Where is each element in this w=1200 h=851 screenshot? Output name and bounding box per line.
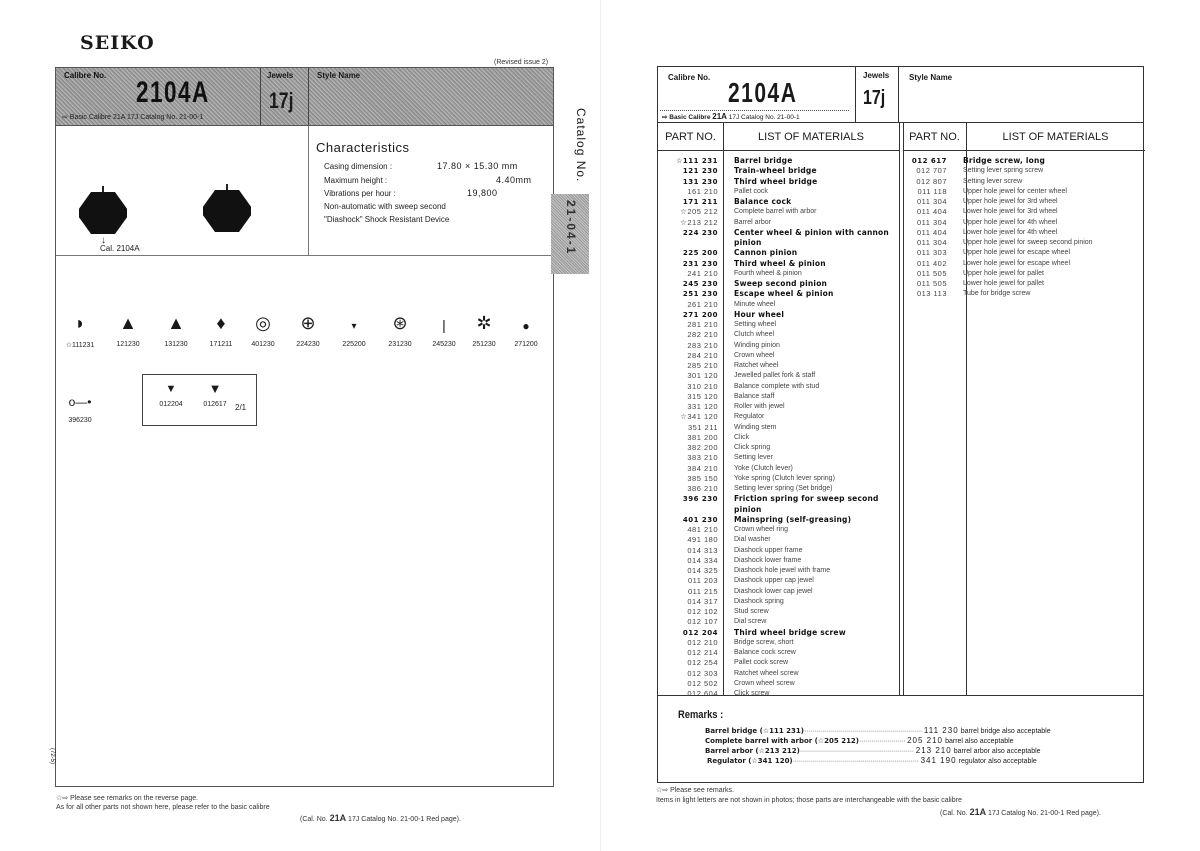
part-number: 011 404 xyxy=(916,227,947,237)
part-number: 171 211 xyxy=(682,198,718,206)
parts-photo-row xyxy=(56,304,553,374)
part-row xyxy=(646,156,889,166)
part-row xyxy=(646,453,889,463)
part-name: Balance cock screw xyxy=(734,649,796,656)
part-photo: ⊛ 231230 xyxy=(380,304,420,348)
part-number: 012 107 xyxy=(687,617,718,627)
part-number: 011 505 xyxy=(916,268,947,278)
part-number: 301 120 xyxy=(687,371,718,381)
part-row xyxy=(646,269,889,279)
part-name: Yoke spring (Clutch lever spring) xyxy=(734,474,835,482)
part-photo: ✲ 251230 xyxy=(464,304,504,348)
part-name: Stud screw xyxy=(734,608,769,615)
part-name: Tube for bridge screw xyxy=(963,290,1031,298)
part-number: 401 230 xyxy=(682,515,718,524)
part-name: Click screw xyxy=(734,690,770,697)
part-name: Jewelled pallet fork & staff xyxy=(734,372,816,380)
part-name: Upper hole jewel for sweep second pinion xyxy=(963,239,1093,246)
part-name: Lower hole jewel for 4th wheel xyxy=(963,228,1058,236)
jewels-count: 17j xyxy=(269,88,294,113)
part-name: Diashock lower frame xyxy=(734,556,802,564)
part-name: Third wheel & pinion xyxy=(734,258,826,268)
part-number: 014 313 xyxy=(687,545,718,555)
char-value: 17.80 × 15.30 mm xyxy=(437,161,518,171)
part-name: Setting wheel xyxy=(734,321,777,328)
part-name: Barrel bridge xyxy=(734,156,793,165)
part-row xyxy=(646,494,889,504)
part-row xyxy=(646,248,889,258)
part-number: ☆213 212 xyxy=(680,217,718,227)
part-number xyxy=(646,505,722,515)
part-name: Third wheel bridge xyxy=(734,176,818,186)
movement-photos xyxy=(56,126,309,256)
part-name: Ratchet wheel screw xyxy=(734,669,799,677)
part-number xyxy=(646,238,722,248)
part-row xyxy=(646,669,889,679)
char-label: "Diashock" Shock Resistant Device xyxy=(324,215,450,224)
part-number: 012 210 xyxy=(687,637,718,647)
part-number: 351 211 xyxy=(687,422,718,432)
part-name: Dial washer xyxy=(734,536,771,544)
part-name: Winding pinion xyxy=(734,341,780,349)
part-number: 281 210 xyxy=(687,320,718,329)
part-row xyxy=(646,197,889,207)
part-row xyxy=(891,177,1093,187)
part-name: Winding stem xyxy=(734,423,777,431)
calibre-cell xyxy=(658,67,856,122)
part-row xyxy=(646,525,889,535)
arrow-down-icon: ↓ xyxy=(101,235,106,246)
part-photo: ▼ 012617 xyxy=(195,377,235,408)
part-name: Setting lever spring (Set bridge) xyxy=(734,485,833,492)
part-name: Crown wheel screw xyxy=(734,679,795,687)
characteristics-panel xyxy=(309,126,553,256)
part-row xyxy=(646,412,889,422)
part-number: 012 102 xyxy=(687,607,718,616)
sweep-second-pinion-icon: | xyxy=(442,317,446,333)
part-number: 011 304 xyxy=(916,238,947,247)
basic-calibre-ref: ⇨ Basic Calibre 21A 17J Catalog No. 21-00-1 xyxy=(62,114,204,121)
part-number: 011 304 xyxy=(916,197,947,206)
part-name: Balance complete with stud xyxy=(734,382,820,390)
calibre-number: 2104A xyxy=(728,77,798,108)
part-number: 491 180 xyxy=(687,535,718,545)
part-row xyxy=(646,382,889,392)
part-row xyxy=(891,248,1093,258)
jewels-label: Jewels xyxy=(267,71,294,80)
third-wheel-bridge-icon: ▲ xyxy=(167,313,185,333)
part-row xyxy=(646,576,889,586)
part-name: Lower hole jewel for 3rd wheel xyxy=(963,208,1058,216)
char-value: 19,800 xyxy=(467,188,498,198)
jewels-cell xyxy=(856,67,899,122)
part-number: 012 303 xyxy=(687,668,718,678)
part-name: Fourth wheel & pinion xyxy=(734,269,802,277)
part-photo: | 245230 xyxy=(424,304,464,348)
part-row xyxy=(646,177,889,187)
part-row xyxy=(646,341,889,351)
part-number: 011 505 xyxy=(916,279,947,288)
part-row xyxy=(646,638,889,648)
part-name: Diashock upper cap jewel xyxy=(734,577,814,585)
part-row xyxy=(646,423,889,433)
part-number: 011 215 xyxy=(687,586,718,596)
part-number: 011 404 xyxy=(916,207,947,217)
part-name: Train-wheel bridge xyxy=(734,166,817,176)
part-name: Sweep second pinion xyxy=(734,279,828,288)
part-row xyxy=(646,617,889,627)
part-row xyxy=(646,433,889,443)
hour-wheel-icon: ● xyxy=(522,319,530,333)
part-row xyxy=(891,238,1093,248)
part-number: 381 200 xyxy=(687,432,718,442)
part-name: Pallet cock xyxy=(734,187,768,195)
part-row xyxy=(646,207,889,217)
part-name: Crown wheel xyxy=(734,351,775,359)
part-name: Setting lever xyxy=(734,454,773,462)
part-row xyxy=(646,566,889,576)
part-row xyxy=(646,505,889,515)
part-number: 121 230 xyxy=(682,167,718,176)
part-number: 011 303 xyxy=(916,248,947,258)
char-label: Vibrations per hour : xyxy=(324,189,396,198)
part-name: Bridge screw, long xyxy=(963,156,1046,165)
part-name: Balance cock xyxy=(734,197,792,206)
screw-parts-box xyxy=(142,374,257,426)
part-photo: ▾ 225200 xyxy=(334,304,374,348)
part-number: 231 230 xyxy=(682,259,718,268)
part-row xyxy=(646,279,889,289)
part-number: 131 230 xyxy=(682,177,718,186)
remark-row: Complete barrel with arbor (☆205 212)······················· 205 210 barrel also acceptable xyxy=(705,736,1014,745)
brand-logo: SEIKO xyxy=(80,32,155,54)
calibre-number: 2104A xyxy=(136,76,210,109)
part-number: 282 210 xyxy=(687,330,718,340)
part-name: Center wheel & pinion with cannon xyxy=(734,227,889,237)
part-number: 310 210 xyxy=(687,381,718,391)
part-name: Lower hole jewel for escape wheel xyxy=(963,259,1071,267)
part-name: Third wheel bridge screw xyxy=(734,627,846,637)
part-row xyxy=(646,587,889,597)
remarks-title: Remarks : xyxy=(678,709,724,721)
part-number: 014 325 xyxy=(687,566,718,575)
part-row xyxy=(646,402,889,412)
part-number: 225 200 xyxy=(682,249,718,258)
part-row xyxy=(646,228,889,238)
part-photo: ⊕ 224230 xyxy=(288,304,328,348)
part-row xyxy=(891,156,1093,166)
part-row xyxy=(646,361,889,371)
part-number: 271 200 xyxy=(682,310,718,319)
part-row xyxy=(646,443,889,453)
footer-basic-note: As for all other parts not shown here, please refer to the basic calibre xyxy=(56,804,270,811)
part-name: Bridge screw, short xyxy=(734,638,794,646)
part-number: ☆111 231 xyxy=(676,157,718,165)
parts-list-right xyxy=(891,156,1093,300)
part-name: Friction spring for sweep second xyxy=(734,494,879,504)
part-number: 385 150 xyxy=(687,473,718,483)
calibre-label: Calibre No. xyxy=(64,71,107,80)
cannon-pinion-icon: ▾ xyxy=(351,321,357,332)
part-name: Lower hole jewel for pallet xyxy=(963,280,1044,287)
part-name: Minute wheel xyxy=(734,300,776,308)
movement-dial-side-image xyxy=(79,192,127,234)
part-number: 383 210 xyxy=(687,453,718,463)
part-number: 014 334 xyxy=(687,555,718,565)
part-name: Ratchet wheel xyxy=(734,362,779,369)
part-photo: ◎ 401230 xyxy=(243,304,283,348)
part-row xyxy=(891,269,1093,279)
revised-note: (Revised issue 2) xyxy=(494,59,549,66)
part-name: Upper hole jewel for escape wheel xyxy=(963,249,1071,257)
part-row xyxy=(646,464,889,474)
part-name: Dial screw xyxy=(734,618,767,626)
part-number: 013 113 xyxy=(916,289,947,299)
part-row xyxy=(891,279,1093,289)
calibre-header xyxy=(56,68,553,126)
part-photo: o—• 396230 xyxy=(60,380,100,424)
part-number: 251 230 xyxy=(682,290,718,299)
part-name: Roller with jewel xyxy=(734,403,785,410)
part-row xyxy=(891,166,1093,176)
barrel-bridge-icon: ◗ xyxy=(74,313,86,333)
balance-cock-icon: ♦ xyxy=(216,313,226,333)
part-row xyxy=(891,289,1093,299)
part-number: ☆205 212 xyxy=(680,207,718,217)
center-wheel-icon: ⊕ xyxy=(300,313,316,333)
part-row xyxy=(646,607,889,617)
part-row xyxy=(646,351,889,361)
part-number: 012 807 xyxy=(916,176,947,186)
part-row xyxy=(646,392,889,402)
jewels-label: Jewels xyxy=(863,71,890,80)
part-row xyxy=(646,535,889,545)
materials-sheet xyxy=(657,66,1144,783)
part-row xyxy=(891,197,1093,207)
part-name: Balance staff xyxy=(734,392,775,400)
part-number: 012 254 xyxy=(687,658,718,668)
part-number: 261 210 xyxy=(687,299,718,309)
dotted-divider xyxy=(660,110,849,111)
style-name-cell xyxy=(309,68,553,125)
part-photo: ● 271200 xyxy=(506,304,546,348)
part-number: 011 402 xyxy=(916,258,947,268)
part-number: 011 304 xyxy=(916,217,947,227)
part-row xyxy=(646,515,889,525)
column-header-part-no: PART NO. xyxy=(658,123,723,151)
part-row xyxy=(646,658,889,668)
part-name: Upper hole jewel for 4th wheel xyxy=(963,218,1058,226)
part-photo: ♦ 171211 xyxy=(201,304,241,348)
remarks-section xyxy=(658,695,1143,784)
parts-list-left xyxy=(646,156,889,699)
char-label: Maximum height : xyxy=(324,176,388,185)
part-row xyxy=(646,218,889,228)
part-row xyxy=(646,648,889,658)
page-side-note: (72-5) xyxy=(49,748,55,765)
part-photo: ▲ 131230 xyxy=(156,304,196,348)
part-number: 224 230 xyxy=(682,228,718,237)
part-row xyxy=(646,310,889,320)
jewels-count: 17j xyxy=(863,87,886,109)
jewels-cell xyxy=(261,68,309,125)
part-number: 014 317 xyxy=(687,596,718,606)
part-name: Diashock lower cap jewel xyxy=(734,587,813,595)
calibre-label: Calibre No. xyxy=(668,73,711,82)
part-name: Hour wheel xyxy=(734,309,785,319)
part-name: Escape wheel & pinion xyxy=(734,289,834,299)
third-wheel-icon: ⊛ xyxy=(392,313,408,333)
part-photo: ◗ ☆111231 xyxy=(60,304,100,349)
style-name-label: Style Name xyxy=(909,73,953,82)
right-page xyxy=(600,0,1200,851)
part-row xyxy=(891,218,1093,228)
part-number: 481 210 xyxy=(687,525,718,534)
footer-light-letters-note: Items in light letters are not shown in photos; those parts are interchangeable with the basic calibre xyxy=(656,797,962,804)
column-header-materials: LIST OF MATERIALS xyxy=(966,123,1145,151)
remark-row: Barrel arbor (☆213 212)························································· 213 210 barrel arbor also acceptable xyxy=(705,746,1041,755)
part-row xyxy=(646,371,889,381)
part-number: 011 118 xyxy=(917,186,947,196)
part-row xyxy=(646,300,889,310)
part-name: Click spring xyxy=(734,444,771,451)
part-name: Setting lever screw xyxy=(963,177,1023,185)
part-row xyxy=(646,628,889,638)
part-photo: ▲ 121230 xyxy=(108,304,148,348)
footer-basic-ref: (Cal. No. 21A 17J Catalog No. 21-00-1 Red page). xyxy=(940,807,1101,817)
part-number: 382 200 xyxy=(687,443,718,452)
part-name: Complete barrel with arbor xyxy=(734,208,817,216)
part-name: Crown wheel ring xyxy=(734,526,789,533)
screw-icon: ▼ xyxy=(165,383,177,395)
part-row xyxy=(646,679,889,689)
characteristics-title: Characteristics xyxy=(316,140,410,155)
catalog-number-tab xyxy=(551,194,589,274)
part-row xyxy=(646,546,889,556)
part-number: 396 230 xyxy=(682,495,718,504)
part-name: Pallet cock screw xyxy=(734,659,789,667)
part-name: Setting lever spring screw xyxy=(963,167,1044,175)
part-row xyxy=(646,330,889,340)
part-name: Cannon pinion xyxy=(734,248,798,258)
part-row xyxy=(646,166,889,176)
part-name: Upper hole jewel for pallet xyxy=(963,269,1044,277)
part-name: pinion xyxy=(734,504,762,514)
part-row xyxy=(646,289,889,299)
part-number: 012 617 xyxy=(911,157,947,165)
escape-wheel-icon: ✲ xyxy=(476,313,492,333)
part-number: 283 210 xyxy=(687,340,718,350)
part-number: 012 214 xyxy=(687,648,718,657)
part-number: 315 120 xyxy=(687,391,718,401)
part-photo: ▼ 012204 xyxy=(151,377,191,408)
part-name: Diashock hole jewel with frame xyxy=(734,567,831,574)
part-name: pinion xyxy=(734,238,762,247)
basic-calibre-ref: ⇨ Basic Calibre 21A 17J Catalog No. 21-00-1 xyxy=(662,112,800,121)
part-row xyxy=(646,320,889,330)
calibre-sheet xyxy=(55,67,554,787)
catalog-number: 21-04-1 xyxy=(564,200,578,256)
part-number: 161 210 xyxy=(687,186,718,196)
char-value: 4.40mm xyxy=(496,175,532,185)
footer-basic-ref: (Cal. No. 21A 17J Catalog No. 21-00-1 Red page). xyxy=(300,813,461,823)
part-name: Yoke (Clutch lever) xyxy=(734,464,793,472)
remark-row: Regulator (☆341 120)······························································· 341 190 regulator also acceptable xyxy=(707,756,1037,765)
part-number: 331 120 xyxy=(687,402,718,411)
footer-remark-note: ☆⇨ Please see remarks on the reverse page. xyxy=(56,795,199,802)
photo-caption: Cal. 2104A xyxy=(100,244,140,253)
catalog-tab-label: Catalog No. xyxy=(574,108,588,183)
part-number: ☆341 120 xyxy=(680,412,718,422)
part-number: 012 604 xyxy=(687,689,718,698)
part-row xyxy=(646,238,889,248)
part-name: Regulator xyxy=(734,413,765,421)
part-number: 384 210 xyxy=(687,463,718,473)
footer-remark-note: ☆⇨ Please see remarks. xyxy=(656,787,734,794)
friction-spring-icon: o—• xyxy=(68,395,92,409)
part-name: Barrel arbor xyxy=(734,218,771,226)
part-row xyxy=(646,484,889,494)
movement-back-side-image xyxy=(203,190,251,232)
char-label: Casing dimension : xyxy=(324,162,393,171)
part-number: 284 210 xyxy=(687,350,718,360)
part-row xyxy=(891,228,1093,238)
train-wheel-bridge-icon: ▲ xyxy=(119,313,137,333)
part-number: 012 707 xyxy=(916,166,947,176)
part-row xyxy=(646,597,889,607)
part-name: Mainspring (self-greasing) xyxy=(734,514,852,524)
remark-row: Barrel bridge (☆111 231)··························································· 111 230 barrel bridge also acceptable xyxy=(705,726,1051,735)
part-number: 011 203 xyxy=(687,576,718,586)
part-row xyxy=(646,187,889,197)
part-number: 241 210 xyxy=(687,268,718,278)
screw-icon: ▼ xyxy=(208,381,222,396)
part-row xyxy=(891,207,1093,217)
part-number: 386 210 xyxy=(687,484,718,493)
style-name-label: Style Name xyxy=(317,71,361,80)
part-row xyxy=(646,474,889,484)
part-number: 285 210 xyxy=(687,361,718,370)
char-label: Non-automatic with sweep second xyxy=(324,202,446,211)
part-name: Upper hole jewel for 3rd wheel xyxy=(963,198,1058,205)
part-name: Clutch wheel xyxy=(734,331,775,339)
part-row xyxy=(891,187,1093,197)
column-header-materials: LIST OF MATERIALS xyxy=(723,123,899,151)
part-row xyxy=(891,259,1093,269)
mainspring-icon: ◎ xyxy=(255,313,271,333)
calibre-cell xyxy=(56,68,261,125)
part-name: Upper hole jewel for center wheel xyxy=(963,187,1067,195)
part-number: 245 230 xyxy=(682,280,718,288)
part-name: Diashock spring xyxy=(734,597,784,605)
column-header-part-no: PART NO. xyxy=(903,123,966,151)
calibre-header xyxy=(658,67,1143,123)
quantity-note: 2/1 xyxy=(235,403,247,412)
part-name: Click xyxy=(734,433,750,441)
part-name: Diashock upper frame xyxy=(734,546,803,554)
part-row xyxy=(646,259,889,269)
part-number: 012 502 xyxy=(687,678,718,688)
part-row xyxy=(646,556,889,566)
part-number: 012 204 xyxy=(682,628,718,637)
